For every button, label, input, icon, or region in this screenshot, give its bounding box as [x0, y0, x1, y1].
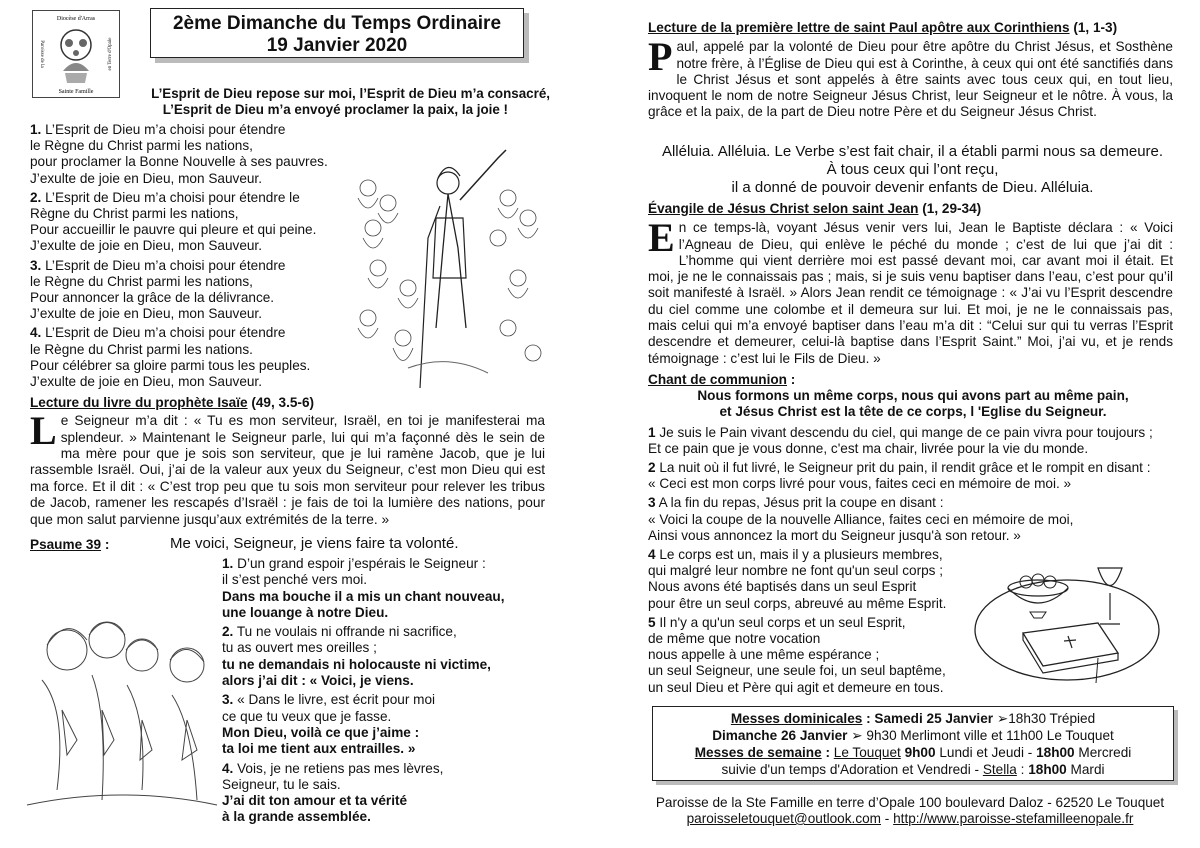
saturday-label: : Samedi 25 Janvier [862, 711, 994, 726]
verse-line: qui malgré leur nombre ne font qu'un seul corps ; [648, 563, 944, 579]
alleluia-block [640, 143, 1185, 197]
sunday-label: Dimanche 26 Janvier [712, 728, 848, 743]
communion-verse [648, 460, 1178, 492]
sunday-masses-label: Messes dominicales [730, 711, 863, 726]
verse-line: Ainsi vous annoncez la mort du Seigneur jusqu'à son retour. » [648, 527, 1021, 543]
weekday-masses-line [653, 744, 1173, 761]
psalm-stanza [222, 692, 552, 757]
logo-top-text: Diocèse d'Arras [56, 16, 96, 22]
website-link[interactable]: http://www.paroisse-stefamilleenopale.fr [893, 811, 1134, 826]
hymn-stanza [30, 122, 350, 187]
page-date: 19 Janvier 2020 [266, 35, 408, 56]
parish-address: Paroisse de la Ste Famille en terre d’Opale 100 boulevard Daloz - 62520 Le Touquet [655, 795, 1165, 810]
parish-logo [32, 10, 120, 98]
stanza-line: J’exulte de joie en Dieu, mon Sauveur. [30, 306, 262, 322]
le-touquet-label: Le Touquet [833, 745, 901, 760]
verse-line: Et ce pain que je vous donne, c'est ma chair, livrée pour la vie du monde. [648, 440, 1089, 456]
corinthians-text: aul, appelé par la volonté de Dieu pour être apôtre du Christ Jésus, et Sosthène notre frère, à l’Église de Dieu qui est à Corinthe, à ceux qui ont été sanctifiés dans le Christ Jésus et sont appelés à être saints avec tous ceux qui, en tout lieu, invoquent le nom de notre Seigneur Jésus Christ, leur Seigneur et le nôtre. À vous, la grâce et la paix, de la part de Dieu notre Père et du Seigneur Jésus Christ. [648, 39, 1173, 120]
stanza-line: pour proclamer la Bonne Nouvelle à ses pauvres. [30, 154, 328, 170]
stanza-response: alors j’ai dit : « Voici, je viens. [222, 673, 414, 689]
stanza-response: à la grande assemblée. [222, 809, 371, 825]
stanza-line: L’Esprit de Dieu m’a choisi pour étendre le [41, 189, 300, 205]
stanza-line: Seigneur, tu le sais. [222, 776, 341, 792]
hymn-stanza [30, 190, 350, 255]
preacher-crowd-icon [348, 128, 548, 390]
verse-line: « Voici la coupe de la nouvelle Alliance, faites ceci en mémoire de moi, [648, 511, 1074, 527]
stanza-line: Règne du Christ parmi les nations, [30, 206, 239, 222]
gospel-heading: Évangile de Jésus Christ selon saint Jean [648, 201, 919, 216]
email-link[interactable]: paroisseletouquet@outlook.com [686, 811, 882, 826]
eucharist-table-icon [968, 548, 1166, 688]
corinthians-reading [648, 20, 1173, 121]
john-baptist-illustration [348, 128, 548, 390]
contact-separator: - [881, 811, 894, 826]
children-praying-illustration [22, 590, 222, 815]
weekday-days: Lundi et Jeudi - [935, 745, 1037, 760]
gospel-reading [648, 201, 1173, 367]
weekday-masses-label: Messes de semaine [694, 745, 822, 760]
verse-line: pour être un seul corps, abreuvé au même Esprit. [648, 595, 947, 611]
stanza-line: D’un grand espoir j’espérais le Seigneur : [233, 556, 486, 571]
stanza-line: L’Esprit de Dieu m’a choisi pour étendre [41, 257, 286, 273]
isaiah-text: e Seigneur m’a dit : « Tu es mon serviteur, Israël, en toi je manifesterai ma splendeur. » Maintenant le Seigneur parle, lui qui m’a façonné dès le sein de ma mère pour que je sois son serviteur, que je lui ramène Jacob, que je lui rassemble Israël. Oui, j’ai de la valeur aux yeux du Seigneur, c’est mon Dieu qui est ma force. Et il dit : « C’est trop peu que tu sois mon serviteur pour relever les tribus de Jacob, ramener les rescapés d’Israël : je fais de toi la lumière des nations, pour que mon salut parvienne jusqu’aux extrémités de la terre. » [30, 413, 545, 527]
time-18h00: 18h00 [1036, 745, 1075, 760]
stanza-line: Pour accueillir le pauvre qui pleure et qui peine. [30, 222, 317, 238]
stanza-number: 2. [222, 624, 234, 640]
weekday-wednesday: Mercredi [1074, 745, 1132, 760]
stanza-response: Mon Dieu, voilà ce que j’aime : [222, 724, 420, 740]
isaiah-reading [30, 395, 545, 528]
stanza-number: 1. [30, 122, 42, 137]
stanza-response: tu ne demandais ni holocauste ni victime, [222, 656, 491, 672]
psalm-heading-row [30, 537, 550, 553]
stanza-line: Vois, je ne retiens pas mes lèvres, [233, 760, 444, 776]
weekday-separator: : [821, 745, 834, 760]
stanza-line: J’exulte de joie en Dieu, mon Sauveur. [30, 374, 262, 390]
adoration-text: suivie d'un temps d'Adoration et Vendredi - [721, 762, 983, 777]
hymn-stanza [30, 258, 350, 323]
verse-number: 1 [648, 424, 656, 440]
verse-line: un seul Dieu et Père qui agit et demeure en tous. [648, 679, 944, 695]
stanza-response: J’ai dit ton amour et ta vérité [222, 793, 408, 809]
corinthians-heading: Lecture de la première lettre de saint Paul apôtre aux Corinthiens [648, 20, 1070, 35]
corinthians-dropcap: P [648, 34, 673, 80]
title-box [150, 8, 524, 58]
weekday-masses-line-2 [653, 761, 1173, 778]
stanza-line: le Règne du Christ parmi les nations, [30, 138, 253, 154]
bread-chalice-illustration [968, 548, 1166, 688]
hymn-stanza [30, 325, 350, 390]
corinthians-text-block [648, 34, 1173, 120]
stanza-line: L’Esprit de Dieu m’a choisi pour étendre [41, 325, 286, 341]
mass-schedule-box [652, 706, 1174, 781]
stanza-line: Pour célébrer sa gloire parmi tous les peuples. [30, 357, 311, 373]
stanza-number: 4. [30, 325, 42, 341]
gospel-dropcap: E [648, 215, 675, 261]
hymn-stanzas [30, 122, 350, 393]
sunday-masses-line-2 [653, 727, 1173, 744]
refrain-line-1: L’Esprit de Dieu repose sur moi, l’Esprit de Dieu m’a consacré, [151, 86, 550, 101]
stanza-response: Dans ma bouche il a mis un chant nouveau, [222, 588, 505, 604]
stanza-line: tu as ouvert mes oreilles ; [222, 640, 377, 656]
stanza-number: 3. [222, 692, 234, 708]
psalm-colon: : [101, 537, 110, 552]
verse-line: La nuit où il fut livré, le Seigneur prit du pain, il rendit grâce et le rompit en disant : [655, 460, 1151, 476]
verse-line: un seul Seigneur, une seule foi, un seul baptême, [648, 663, 946, 679]
stanza-number: 1. [222, 556, 234, 571]
stanza-number: 2. [30, 189, 42, 205]
alleluia-line-2: À tous ceux qui l’ont reçu, [826, 161, 999, 178]
logo-bottom-text: Sainte Famille [58, 89, 94, 95]
stanza-line: le Règne du Christ parmi les nations. [30, 341, 253, 357]
psalm-stanza [222, 556, 552, 621]
communion-verse [648, 495, 1178, 544]
stanza-response: ta loi me tient aux entrailles. » [222, 741, 416, 757]
gospel-text-block [648, 215, 1173, 367]
verse-number: 5 [648, 614, 656, 630]
communion-heading: Chant de communion [648, 372, 787, 387]
communion-colon: : [786, 372, 796, 387]
alleluia-line-3: il a donné de pouvoir devenir enfants de Dieu. Alléluia. [731, 179, 1094, 196]
stanza-line: il s’est penché vers moi. [222, 572, 368, 588]
praying-children-icon [22, 590, 222, 815]
contact-line [630, 811, 1190, 827]
verse-line: de même que notre vocation [648, 631, 821, 647]
alleluia-line-1: Alléluia. Alléluia. Le Verbe s’est fait chair, il a établi parmi nous sa demeure. [661, 143, 1164, 160]
psalm-stanza [222, 624, 552, 689]
stanza-line: ce que tu veux que je fasse. [222, 708, 392, 724]
time-9h00: 9h00 [900, 745, 936, 760]
communion-refrain-1: Nous formons un même corps, nous qui avons part au même pain, [697, 388, 1129, 404]
gospel-text: n ce temps-là, voyant Jésus venir vers lui, Jean le Baptiste déclara : « Voici l’Agneau de Dieu, qui enlève le péché du monde ; c’est de lui que j’ai dit : L’homme qui vient derrière moi est passé devant moi, car avant moi il était. Et moi, je ne le connaissais pas ; mais, si je suis venu baptiser dans l’eau, c’est pour qu’il soit manifesté à Israël. » Alors Jean rendit ce témoignage : « J’ai vu l’Esprit descendre du ciel comme une colombe et il demeura sur lui. Et moi, je ne le connaissais pas, mais celui qui m’a envoyé baptiser dans l’eau m’a dit : “Celui sur qui tu verras l’Esprit descendre et demeurer, celui-là baptise dans l’Esprit Saint.” Moi, j’ai vu, et je rends témoignage : c’est lui le Fils de Dieu. » [648, 220, 1173, 366]
verse-number: 2 [648, 460, 656, 476]
logo-left-text: Paroisse de la [39, 40, 44, 68]
psalm-stanzas [222, 556, 552, 829]
stanza-line: J’exulte de joie en Dieu, mon Sauveur. [30, 170, 262, 186]
verse-line: Le corps est un, mais il y a plusieurs membres, [655, 547, 943, 563]
communion-refrain-2: et Jésus Christ est la tête de ce corps, l 'Eglise du Seigneur. [719, 404, 1107, 420]
verse-line: nous appelle à une même espérance ; [648, 647, 880, 663]
saturday-time: ➢18h30 Trépied [993, 711, 1096, 726]
hymn-refrain [120, 86, 550, 118]
stanza-line: « Dans le livre, est écrit pour moi [233, 692, 436, 708]
page-title: 2ème Dimanche du Temps Ordinaire [172, 13, 502, 34]
time-18h00-stella: 18h00 [1028, 762, 1067, 777]
stanza-line: L’Esprit de Dieu m’a choisi pour étendre [41, 122, 286, 137]
stanza-response: une louange à notre Dieu. [222, 604, 389, 620]
sunday-time: ➢ 9h30 Merlimont ville et 11h00 Le Touquet [847, 728, 1114, 743]
psalm-heading: Psaume 39 [30, 537, 102, 552]
stanza-line: Pour annoncer la grâce de la délivrance. [30, 290, 275, 306]
verse-line: « Ceci est mon corps livré pour vous, faites ceci en mémoire de moi. » [648, 476, 1072, 492]
holy-family-logo-icon [33, 11, 119, 97]
stanza-line: le Règne du Christ parmi les nations, [30, 273, 253, 289]
footer [630, 795, 1190, 827]
verse-number: 3 [648, 495, 656, 511]
isaiah-text-block [30, 408, 545, 528]
sunday-masses-line-1 [653, 710, 1173, 727]
gospel-reference: (1, 29-34) [918, 201, 982, 216]
verse-line: Je suis le Pain vivant descendu du ciel, qui mange de ce pain vivra pour toujours ; [655, 424, 1153, 440]
isaiah-heading: Lecture du livre du prophète Isaïe [30, 395, 248, 410]
stanza-line: J’exulte de joie en Dieu, mon Sauveur. [30, 238, 262, 254]
stanza-line: Tu ne voulais ni offrande ni sacrifice, [233, 624, 457, 640]
verse-line: A la fin du repas, Jésus prit la coupe en disant : [655, 495, 944, 511]
logo-right-text: en Terre d'Opale [108, 37, 113, 71]
refrain-line-2: L’Esprit de Dieu m’a envoyé proclamer la paix, la joie ! [162, 102, 508, 117]
verse-line: Il n'y a qu'un seul corps et un seul Esprit, [655, 614, 906, 630]
corinthians-reference: (1, 1-3) [1069, 20, 1118, 35]
verse-line: Nous avons été baptisés dans un seul Esprit [648, 579, 917, 595]
psalm-antiphon: Me voici, Seigneur, je viens faire ta volonté. [170, 535, 459, 552]
communion-verse [648, 425, 1178, 457]
stanza-number: 4. [222, 760, 234, 776]
tuesday-label: Mardi [1066, 762, 1105, 777]
stella-label: Stella [982, 762, 1017, 777]
stanza-number: 3. [30, 257, 42, 273]
isaiah-reference: (49, 3.5-6) [247, 395, 315, 410]
isaiah-dropcap: L [30, 408, 57, 454]
verse-number: 4 [648, 547, 656, 563]
psalm-stanza [222, 761, 552, 826]
stella-separator: : [1016, 762, 1029, 777]
